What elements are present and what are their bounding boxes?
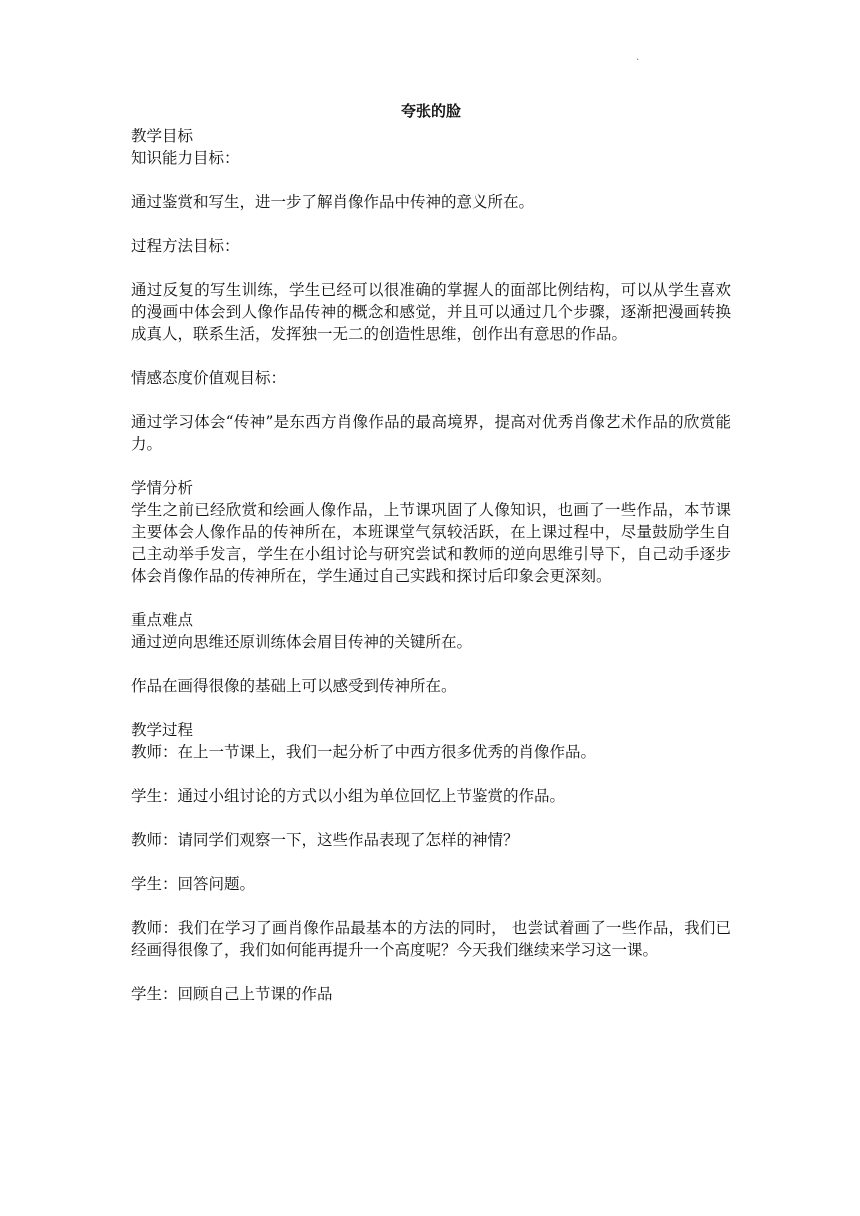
paragraph-gap: [131, 961, 731, 983]
page-marker: .: [636, 52, 640, 63]
paragraph-gap: [131, 257, 731, 279]
document-body: [131, 100, 731, 1005]
section-heading: 知识能力目标：: [131, 149, 240, 167]
document-title: 夸张的脸: [400, 102, 461, 120]
paragraph: 教师：请同学们观察一下，这些作品表现了怎样的神情？: [131, 831, 519, 849]
paragraph-gap: [131, 169, 731, 191]
content-blocks: [131, 125, 731, 1005]
paragraph-gap: [131, 807, 731, 829]
section-heading: 情感态度价值观目标：: [131, 369, 287, 387]
section-heading: 教学过程: [131, 721, 194, 739]
paragraph-gap: [131, 587, 731, 609]
paragraph-gap: [131, 895, 731, 917]
paragraph-gap: [131, 697, 731, 719]
paragraph: 学生：通过小组讨论的方式以小组为单位回忆上节鉴赏的作品。: [131, 787, 566, 805]
paragraph-gap: [131, 455, 731, 477]
paragraph-gap: [131, 763, 731, 785]
section-heading: 过程方法目标：: [131, 237, 240, 255]
section-heading: 学情分析: [131, 479, 194, 497]
section-heading: 教学目标: [131, 127, 194, 145]
section-heading: 重点难点: [131, 611, 194, 629]
paragraph: 通过鉴赏和写生，进一步了解肖像作品中传神的意义所在。: [131, 193, 535, 211]
paragraph-gap: [131, 213, 731, 235]
paragraph: 通过反复的写生训练，学生已经可以很准确的掌握人的面部比例结构，可以从学生喜欢的漫画中体会到人像作品传神的概念和感觉，并且可以通过几个步骤，逐渐把漫画转换成真人，联系生活，发挥独一无二的创造性思维，创作出有意思的作品。: [131, 281, 731, 343]
paragraph-gap: [131, 389, 731, 411]
paragraph: 学生：回顾自己上节课的作品: [131, 985, 333, 1003]
paragraph-gap: [131, 851, 731, 873]
paragraph-gap: [131, 345, 731, 367]
paragraph: 学生：回答问题。: [131, 875, 256, 893]
paragraph: 通过学习体会“传神”是东西方肖像作品的最高境界，提高对优秀肖像艺术作品的欣赏能力。: [131, 413, 731, 453]
paragraph: 学生之前已经欣赏和绘画人像作品，上节课巩固了人像知识，也画了一些作品，本节课主要体会人像作品的传神所在，本班课堂气氛较活跃，在上课过程中，尽量鼓励学生自己主动举手发言，学生在小组讨论与研究尝试和教师的逆向思维引导下，自己动手逐步体会肖像作品的传神所在，学生通过自己实践和探讨后印象会更深刻。: [131, 501, 731, 585]
paragraph-gap: [131, 653, 731, 675]
paragraph: 教师：在上一节课上，我们一起分析了中西方很多优秀的肖像作品。: [131, 743, 597, 761]
paragraph: 教师：我们在学习了画肖像作品最基本的方法的同时， 也尝试着画了一些作品，我们已经画得很像了，我们如何能再提升一个高度呢？今天我们继续来学习这一课。: [131, 919, 731, 959]
paragraph: 通过逆向思维还原训练体会眉目传神的关键所在。: [131, 633, 473, 651]
paragraph: 作品在画得很像的基础上可以感受到传神所在。: [131, 677, 457, 695]
